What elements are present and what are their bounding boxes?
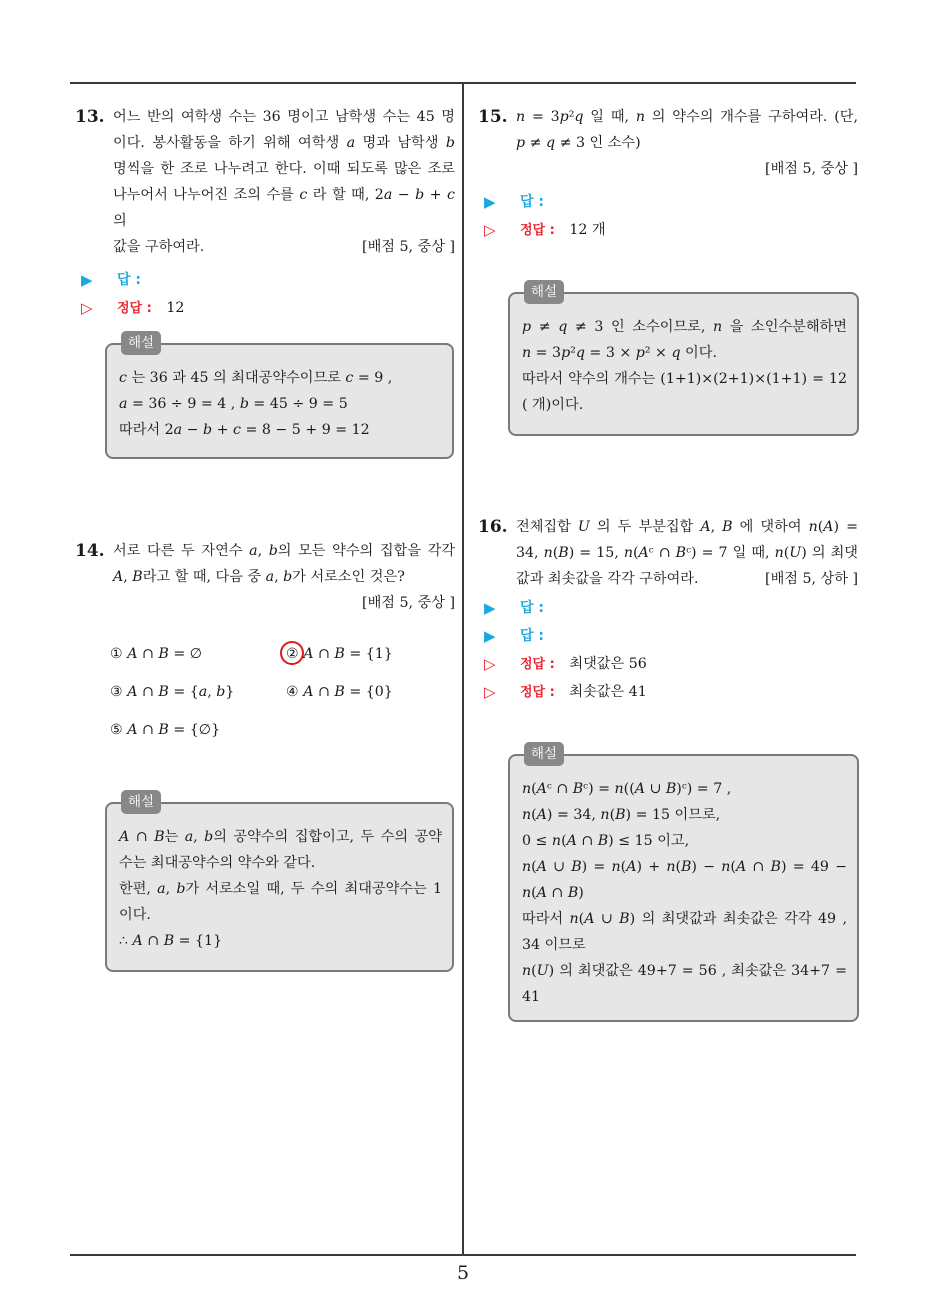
explanation-line: 𝑛(𝑈) 의 최댓값은 49+7 = 56 , 최솟값은 34+7 = bbox=[522, 963, 847, 979]
correct-answer-label: 정답 : bbox=[520, 657, 555, 672]
correct-answer bbox=[478, 216, 858, 244]
choice-list bbox=[110, 643, 450, 753]
correct-answer-label: 정답 : bbox=[520, 685, 555, 700]
page-number: 5 bbox=[456, 1262, 470, 1284]
question-text-line: 𝐴, 𝐵라고 할 때, 다음 중 𝑎, 𝑏가 서로소인 것은? bbox=[113, 569, 405, 585]
correct-answer-value: 12 개 bbox=[569, 222, 606, 238]
correct-answer-value: 최댓값은 56 bbox=[569, 656, 647, 672]
question-last-line bbox=[113, 234, 455, 260]
answer-label: 답 : bbox=[117, 272, 141, 288]
answer-label: 답 : bbox=[520, 600, 544, 616]
question-text-line: 어느 반의 여학생 수는 36 명이고 남학생 수는 45 명 bbox=[113, 109, 455, 125]
column-divider bbox=[462, 84, 464, 1256]
explanation-line: 41 bbox=[522, 989, 541, 1005]
question-text-line: 서로 다른 두 자연수 𝑎, 𝑏의 모든 약수의 집합을 각각 bbox=[113, 543, 455, 559]
explanation-line: 𝐴 ∩ 𝐵는 𝑎, 𝑏의 공약수의 집합이고, 두 수의 공약 bbox=[119, 829, 442, 845]
choice-1[interactable]: ① 𝐴 ∩ 𝐵 = ∅ bbox=[110, 646, 203, 662]
answer-label: 답 : bbox=[520, 194, 544, 210]
question-15 bbox=[478, 104, 858, 244]
question-text-line: 34, 𝑛(𝐵) = 15, 𝑛(𝐴ᶜ ∩ 𝐵ᶜ) = 7 일 때, 𝑛(𝑈) 의 최댓 bbox=[516, 545, 858, 561]
choice-5[interactable]: ⑤ 𝐴 ∩ 𝐵 = {∅} bbox=[110, 722, 221, 738]
explanation-line: 𝑐 는 36 과 45 의 최대공약수이므로 𝑐 = 9 , bbox=[119, 370, 393, 386]
score-label: [배점 5, 중상 ] bbox=[362, 595, 455, 611]
explanation-line: 따라서 𝑛(𝐴 ∪ 𝐵) 의 최댓값과 최솟값은 각각 49 , bbox=[522, 911, 847, 927]
question-text-line: 𝑝 ≠ 𝑞 ≠ 3 인 소수) bbox=[516, 135, 641, 151]
question-last-line bbox=[516, 566, 858, 592]
correct-answer-label: 정답 : bbox=[117, 301, 152, 316]
choice-3[interactable]: ③ 𝐴 ∩ 𝐵 = {𝑎, 𝑏} bbox=[110, 684, 235, 700]
correct-answer-label: 정답 : bbox=[520, 223, 555, 238]
explanation-line: 이다. bbox=[119, 907, 151, 923]
explanation-line: 𝑛(𝐴ᶜ ∩ 𝐵ᶜ) = 𝑛((𝐴 ∪ 𝐵)ᶜ) = 7 , bbox=[522, 781, 732, 797]
answer-field-max[interactable] bbox=[478, 594, 858, 622]
explanation-box-15 bbox=[508, 284, 859, 436]
question-text-line: 𝑛 = 3𝑝²𝑞 일 때, 𝑛 의 약수의 개수를 구하여라. (단, bbox=[516, 109, 858, 125]
question-number: 13. bbox=[75, 107, 105, 127]
question-text-line: 값을 구하여라. bbox=[113, 239, 205, 255]
choice-4[interactable]: ④ 𝐴 ∩ 𝐵 = {0} bbox=[286, 684, 393, 700]
explanation-box-16 bbox=[508, 746, 859, 1022]
question-number: 16. bbox=[478, 517, 508, 537]
question-text-line: 전체집합 𝑈 의 두 부분집합 𝐴, 𝐵 에 댓하여 𝑛(𝐴) = bbox=[516, 519, 858, 535]
explanation-line: 𝑛 = 3𝑝²𝑞 = 3 × 𝑝² × 𝑞 이다. bbox=[522, 345, 717, 361]
explanation-line: 𝑛(𝐴 ∪ 𝐵) = 𝑛(𝐴) + 𝑛(𝐵) − 𝑛(𝐴 ∩ 𝐵) = 49 − bbox=[522, 859, 847, 875]
answer-field-min[interactable] bbox=[478, 622, 858, 650]
explanation-box-13 bbox=[105, 335, 454, 459]
question-text-line: 이다. 봉사활동을 하기 위해 여학생 𝑎 명과 남학생 𝑏 bbox=[113, 135, 455, 151]
explanation-line: 𝑛(𝐴 ∩ 𝐵) bbox=[522, 885, 584, 901]
explanation-line: 수는 최대공약수의 약수와 같다. bbox=[119, 855, 316, 871]
play-arrow-icon: ▶ bbox=[484, 599, 496, 617]
correct-answer-min bbox=[478, 678, 858, 706]
explanation-line: 따라서 약수의 개수는 (1+1)×(2+1)×(1+1) = 12 bbox=[522, 371, 847, 387]
correct-answer-max bbox=[478, 650, 858, 678]
explanation-line: 따라서 2𝑎 − 𝑏 + 𝑐 = 8 − 5 + 9 = 12 bbox=[119, 422, 370, 438]
explanation-tag: 해설 bbox=[524, 280, 564, 304]
explanation-tag: 해설 bbox=[121, 790, 161, 814]
score-label: [배점 5, 중상 ] bbox=[765, 161, 858, 177]
answer-field[interactable] bbox=[478, 188, 858, 216]
correct-answer-value: 최솟값은 41 bbox=[569, 684, 647, 700]
question-text-line: 값과 최솟값을 각각 구하여라. bbox=[516, 571, 699, 587]
correct-answer-value: 12 bbox=[166, 300, 185, 316]
explanation-line: 𝑝 ≠ 𝑞 ≠ 3 인 소수이므로, 𝑛 을 소인수분해하면 bbox=[522, 319, 847, 335]
explanation-tag: 해설 bbox=[121, 331, 161, 355]
answer-field[interactable] bbox=[75, 266, 455, 294]
explanation-box-14 bbox=[105, 794, 454, 972]
explanation-line: 34 이므로 bbox=[522, 937, 586, 953]
question-14 bbox=[75, 538, 455, 616]
answer-label: 답 : bbox=[520, 628, 544, 644]
explanation-line: ( 개)이다. bbox=[522, 397, 584, 413]
question-13 bbox=[75, 104, 455, 322]
explanation-line: ∴ 𝐴 ∩ 𝐵 = {1} bbox=[119, 933, 223, 949]
play-arrow-icon: ▶ bbox=[484, 193, 496, 211]
explanation-tag: 해설 bbox=[524, 742, 564, 766]
score-label: [배점 5, 중상 ] bbox=[362, 239, 455, 255]
outline-arrow-icon: ▷ bbox=[81, 299, 93, 317]
explanation-line: 0 ≤ 𝑛(𝐴 ∩ 𝐵) ≤ 15 이고, bbox=[522, 833, 690, 849]
outline-arrow-icon: ▷ bbox=[484, 683, 496, 701]
explanation-line: 한편, 𝑎, 𝑏가 서로소일 때, 두 수의 최대공약수는 1 bbox=[119, 881, 442, 897]
play-arrow-icon: ▶ bbox=[81, 271, 93, 289]
question-number: 14. bbox=[75, 541, 105, 561]
explanation-line: 𝑎 = 36 ÷ 9 = 4 , 𝑏 = 45 ÷ 9 = 5 bbox=[119, 396, 348, 412]
choice-2[interactable]: ② 𝐴 ∩ 𝐵 = {1} bbox=[286, 646, 393, 662]
correct-answer bbox=[75, 294, 455, 322]
outline-arrow-icon: ▷ bbox=[484, 221, 496, 239]
question-16 bbox=[478, 514, 858, 706]
footer-rule bbox=[70, 1254, 856, 1256]
outline-arrow-icon: ▷ bbox=[484, 655, 496, 673]
question-text-line: 명씩을 한 조로 나누려고 한다. 이때 되도록 많은 조로 bbox=[113, 161, 455, 177]
score-label: [배점 5, 상하 ] bbox=[765, 571, 858, 587]
play-arrow-icon: ▶ bbox=[484, 627, 496, 645]
question-number: 15. bbox=[478, 107, 508, 127]
explanation-line: 𝑛(𝐴) = 34, 𝑛(𝐵) = 15 이므로, bbox=[522, 807, 721, 823]
question-text-line: 나누어서 나누어진 조의 수를 𝑐 라 할 때, 2𝑎 − 𝑏 + 𝑐 의 bbox=[113, 187, 455, 229]
